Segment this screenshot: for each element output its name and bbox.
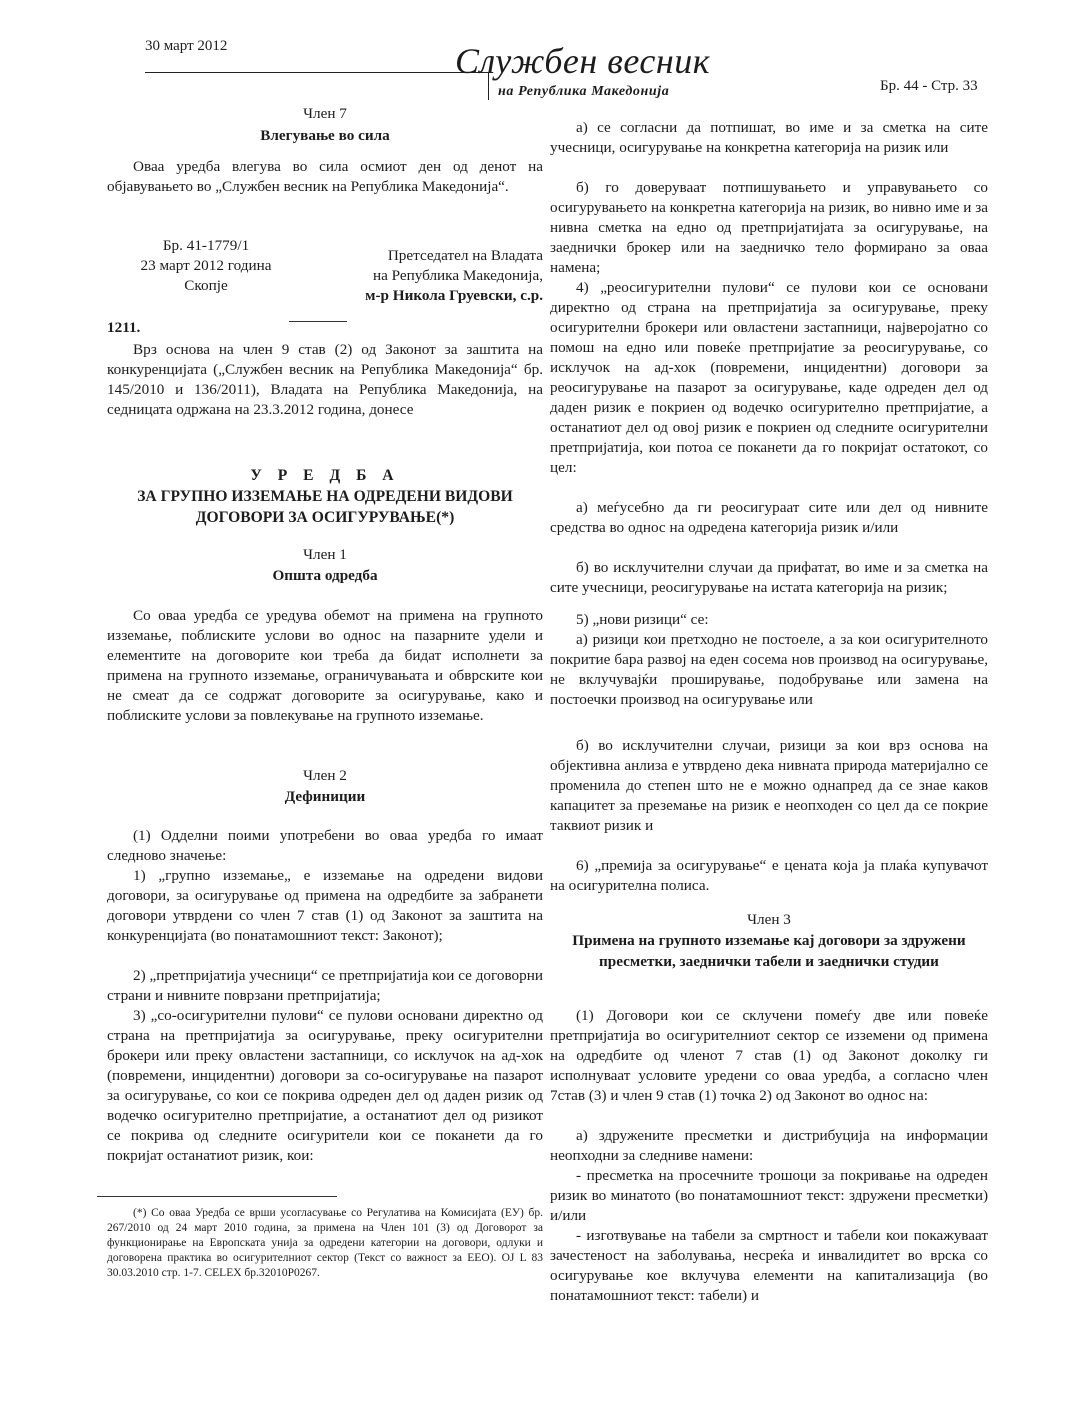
masthead-subtitle: на Република Македонија — [498, 84, 670, 99]
article-2-title: Дефиниции — [284, 788, 366, 805]
definition-4-a: а) меѓусебно да ги реосигураат сите или дел од нивните средства во однос на одредена категорија ризик и/или — [550, 499, 988, 536]
definition-5-a: а) ризици кои претходно не постоеле, а за кои осигурителното покритие бара развој на еден сосема нов производ на осигурување, не вклучувајќи проширување, подобрување или замена на постоечки производ на осигурување или — [550, 631, 988, 708]
article-3-dash-2: - изготвување на табели за смртност и табели кои покажуваат зачестеност на заболувања, несреќа и инвалидитет во врска со осигурување кое вклучува елементи на капитализација (во понатамошниот текст: табели) и — [550, 1227, 988, 1304]
definition-4-b: б) во исклучителни случаи да прифатат, во име и за сметка на сите учесници, реосигурување на истата категорија на ризик; — [550, 559, 988, 596]
decree-heading — [107, 465, 543, 528]
signatory-name: м-р Никола Груевски, с.р. — [365, 287, 543, 304]
footnote-rule — [97, 1196, 337, 1197]
article-7-number: Член 7 — [303, 105, 347, 122]
article-2-para-3: 2) „претпријатија учесници“ се претпријатија кои се договорни страни и нивните поврзани претпријатија; — [107, 967, 543, 1004]
definition-4: 4) „реосигурителни пулови“ се пулови кои се основани директно од страна на претпријатија за осигурување, преку осигурителни брокери или овластени застапници, највероjатно со помош на едно или повеќе претпријатие за реосигурување, со исклучок на ад-хок (повремени, инцидентни) договори за реосигурување на пазарот за осигурување, каде одреден дел од даден ризик е покриен од водечко осигурително претпријатие, а останатиот дел од овој ризик е покриен од следните осигурителни претпријатија, кои потоа се поканети да го покријат остатокот, со цел: — [550, 279, 988, 476]
definition-6: 6) „премија за осигурување“ е цената која ја плаќа купувачот на осигурителна полиса. — [550, 857, 988, 894]
issue-date: 30 март 2012 — [145, 38, 228, 54]
article-3-title: Примена на групното изземање кај договори за здружени пресметки, заеднички табели и заеднички студии — [572, 932, 966, 970]
header-rule — [145, 72, 490, 73]
definition-5-b: б) во исклучителни случаи, ризици за кои врз основа на објективна анлиза е утврдено дека нивната природа материјално се променила до степен што не е можно однапред да се знае каков капацитет за преземање на ризик е неопходен со цел да се покрие таквиот ризик и — [550, 737, 988, 834]
signature-reference — [121, 236, 291, 296]
reference-place: Скопје — [184, 277, 228, 294]
article-3-dash-1: - пресметка на просечните трошоци за покривање на одреден ризик во минатото (во понатамошниот текст: здружени пресметки) и/или — [550, 1167, 988, 1224]
reference-number: Бр. 41-1779/1 — [162, 237, 250, 254]
reference-date: 23 март 2012 година — [140, 257, 272, 274]
page-reference: Бр. 44 - Стр. 33 — [880, 78, 978, 94]
decree-word: У Р Е Д Б А — [250, 467, 400, 484]
article-7-text: Оваа уредба влегува во сила осмиот ден од денот на објавувањето во „Службен весник на Република Македонија“. — [107, 158, 543, 195]
article-3-para-1: (1) Договори кои се склучени помеѓу две или повеќе претпријатија во осигурителниот сектор се изземени од примена на одредбите од членот 7 став (1) од Законот доколку ги исполнуваат условите уредени со оваа уредба, а согласно член 7став (3) и член 9 став (1) точка 2) од Законот во однос на: — [550, 1007, 988, 1104]
article-1-title: Општа одредба — [272, 567, 378, 584]
article-1-number: Член 1 — [303, 546, 347, 563]
signatory-institution: на Република Македонија, — [372, 267, 543, 284]
article-2-para-2: 1) „групно изземање„ е изземање на одредени видови договори, за осигурување од примена на одредбите за забранети договори утврдени со член 7 став (1) од Законот за заштита на конкуренцијата (во понатамошниот текст: Законот); — [107, 867, 543, 944]
article-3-para-a: а) здружените пресметки и дистрибуција на информации неопходни за следниве намени: — [550, 1127, 988, 1164]
article-2-number: Член 2 — [303, 767, 347, 784]
paragraph-a: а) се согласни да потпишат, во име и за сметка на сите учесници, осигурување на конкретна категорија на ризик или — [550, 119, 988, 156]
signatory — [325, 246, 543, 306]
article-1-text: Со оваа уредба се уредува обемот на примена на групното изземање, поблиските услови во однос на пазарните удели и елементите на договорите кои треба да бидат исполнети за примена на групното изземање, ограничувањата и обврските кои не смеат да се содржат договорите за осигурување, како и поблиските услови за повлекување на групното изземање. — [107, 607, 543, 724]
masthead-title: Службен весник — [455, 41, 711, 81]
footnote: (*) Со оваа Уредба се врши усогласување со Регулатива на Комисијата (ЕУ) бр. 267/2010 од 24 март 2010 година, за примена на Член 101 (3) од Договорот за функционирање на Европската унија за одредени категории на договори, одлуки и договорена практика во осигурителниот сектор (Текст со важност за ЕЕО). OJ L 83 30.03.2010 стр. 1-7. CELEX бр.32010P0267. — [107, 1207, 543, 1279]
decree-title-line-1: ЗА ГРУПНО ИЗЗЕМАЊЕ НА ОДРЕДЕНИ ВИДОВИ — [137, 488, 513, 505]
definition-5: 5) „нови ризици“ се: — [576, 611, 709, 628]
paragraph-b: б) го доверуваат потпишувањето и управувањето со осигурувањето на конкретна категорија на ризик, во нивно име и за нивна сметка на едно од претпријатијата за осигурување, на заеднички брокер или на заедничко тело формирано за оваа намена; — [550, 179, 988, 276]
article-2-para-1: (1) Одделни поими употребени во оваа уредба го имаат следново значење: — [107, 827, 543, 864]
decree-intro: Врз основа на член 9 став (2) од Законот за заштита на конкуренцијата („Службен весник на Република Македонија“ бр. 145/2010 и 136/2011), Владата на Република Македонија, на седницата одржана на 23.3.2012 година, донесе — [107, 341, 543, 418]
act-number: 1211. — [107, 319, 141, 336]
article-2-para-4: 3) „со-осигурителни пулови“ се пулови основани директно од страна на претпријатија за осигурување, преку осигурителни брокери или преку овластени застапници, со исклучок на ад-хок (повремени, инцидентни) договори за со-осигурување на пазарот за осигурување, со кои се покрива одреден дел од даден ризик од водечко осигурително претпријатие, а останатиот дел од ризикот се покрива од следните осигурители кои се поканети да го покријат останатиот ризик, кои: — [107, 1007, 543, 1164]
signatory-role: Претседател на Владата — [387, 247, 543, 264]
article-3-number: Член 3 — [747, 911, 791, 928]
article-7-title: Влегување во сила — [260, 127, 390, 144]
decree-title-line-2: ДОГОВОРИ ЗА ОСИГУРУВАЊЕ(*) — [195, 509, 455, 526]
